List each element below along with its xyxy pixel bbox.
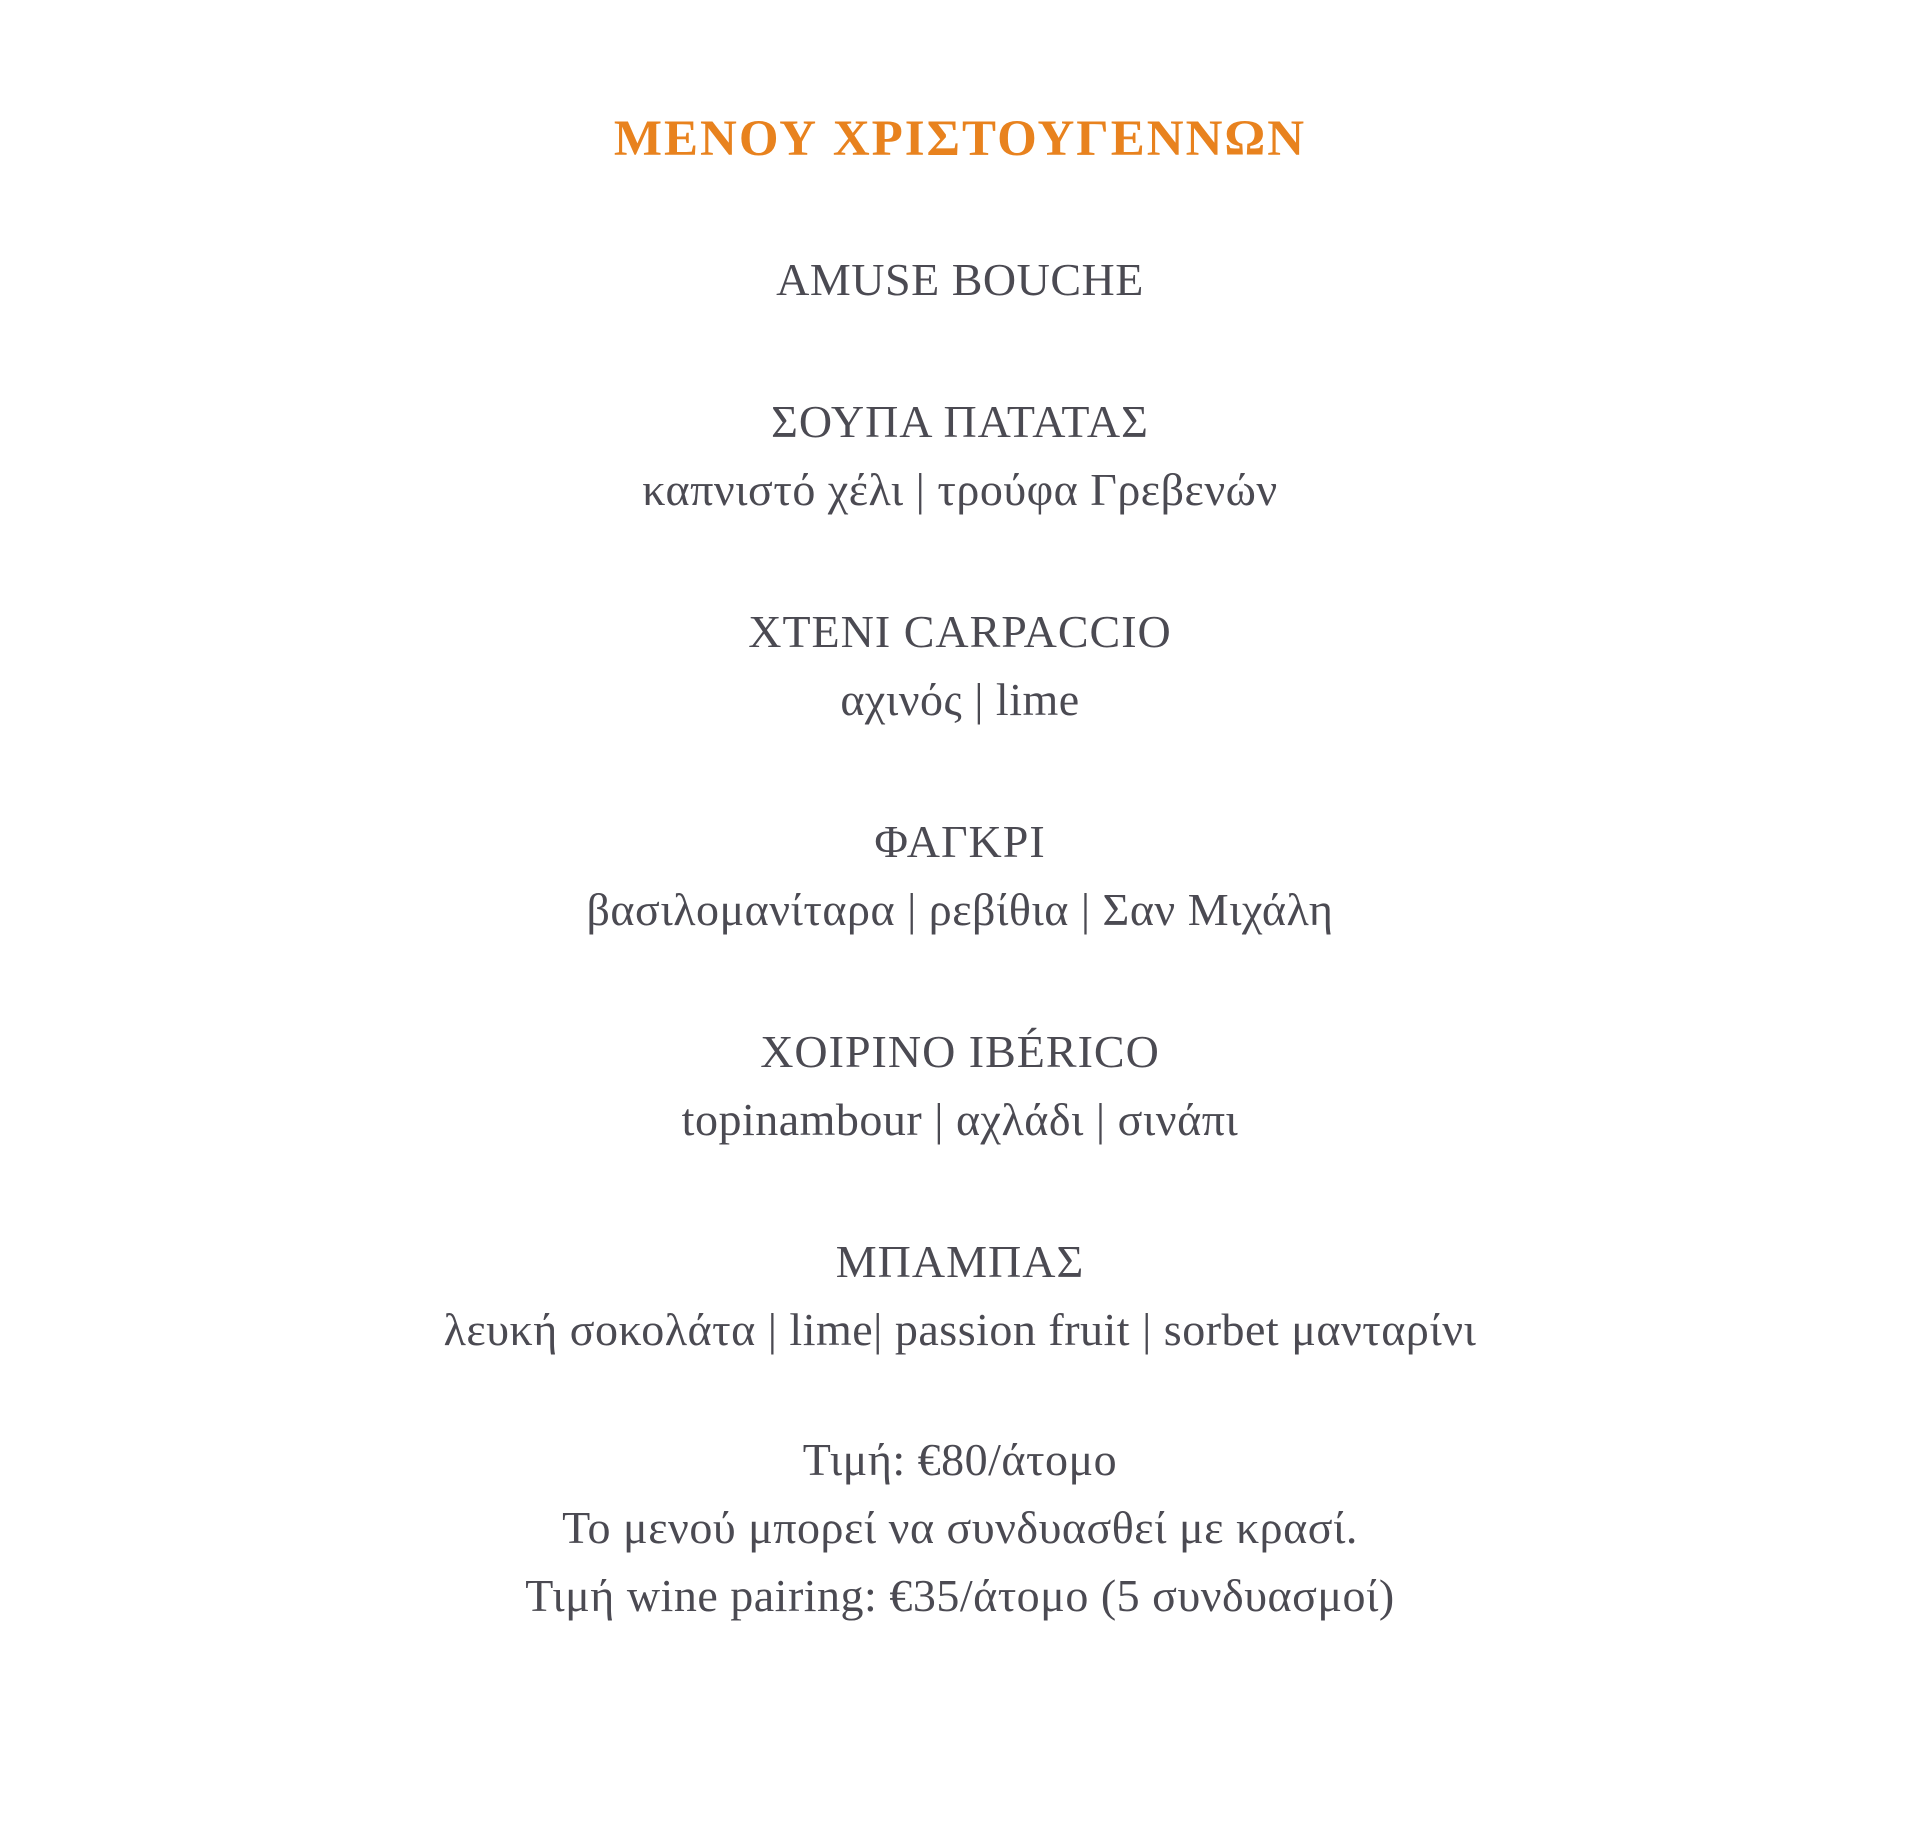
- course-description: αχινός | lime: [840, 674, 1080, 725]
- course-fagri: [110, 808, 1810, 944]
- course-name: ΣΟΥΠΑ ΠΑΤΑΤΑΣ: [771, 396, 1149, 447]
- menu-title: ΜΕΝΟΥ ΧΡΙΣΤΟΥΓΕΝΝΩΝ: [613, 111, 1307, 167]
- wine-pairing-price: Τιμή wine pairing: €35/άτομο (5 συνδυασμοί): [525, 1570, 1395, 1621]
- course-iberico-pork: [110, 1018, 1810, 1154]
- pricing-section: [110, 1426, 1810, 1630]
- christmas-menu: [110, 0, 1810, 1630]
- course-name: ΧΤΕΝΙ CARPACCIO: [748, 606, 1172, 657]
- course-description: βασιλομανίταρα | ρεβίθια | Σαν Μιχάλη: [586, 884, 1334, 935]
- course-baba-dessert: [110, 1228, 1810, 1364]
- course-scallop-carpaccio: [110, 598, 1810, 734]
- course-potato-soup: [110, 388, 1810, 524]
- wine-pairing-note: Το μενού μπορεί να συνδυασθεί με κρασί.: [562, 1502, 1358, 1553]
- amuse-bouche-heading: AMUSE BOUCHE: [776, 254, 1144, 305]
- course-name: ΜΠΑΜΠΑΣ: [835, 1236, 1085, 1287]
- course-description: topinambour | αχλάδι | σινάπι: [681, 1094, 1239, 1145]
- course-name: ΧΟΙΡΙΝΟ IBÉRICO: [760, 1026, 1160, 1077]
- price-per-person: Τιμή: €80/άτομο: [802, 1434, 1118, 1485]
- course-description: λευκή σοκολάτα | lime| passion fruit | sorbet μανταρίνι: [443, 1304, 1477, 1355]
- course-description: καπνιστό χέλι | τρούφα Γρεβενών: [642, 464, 1278, 515]
- course-name: ΦΑΓΚΡΙ: [874, 816, 1046, 867]
